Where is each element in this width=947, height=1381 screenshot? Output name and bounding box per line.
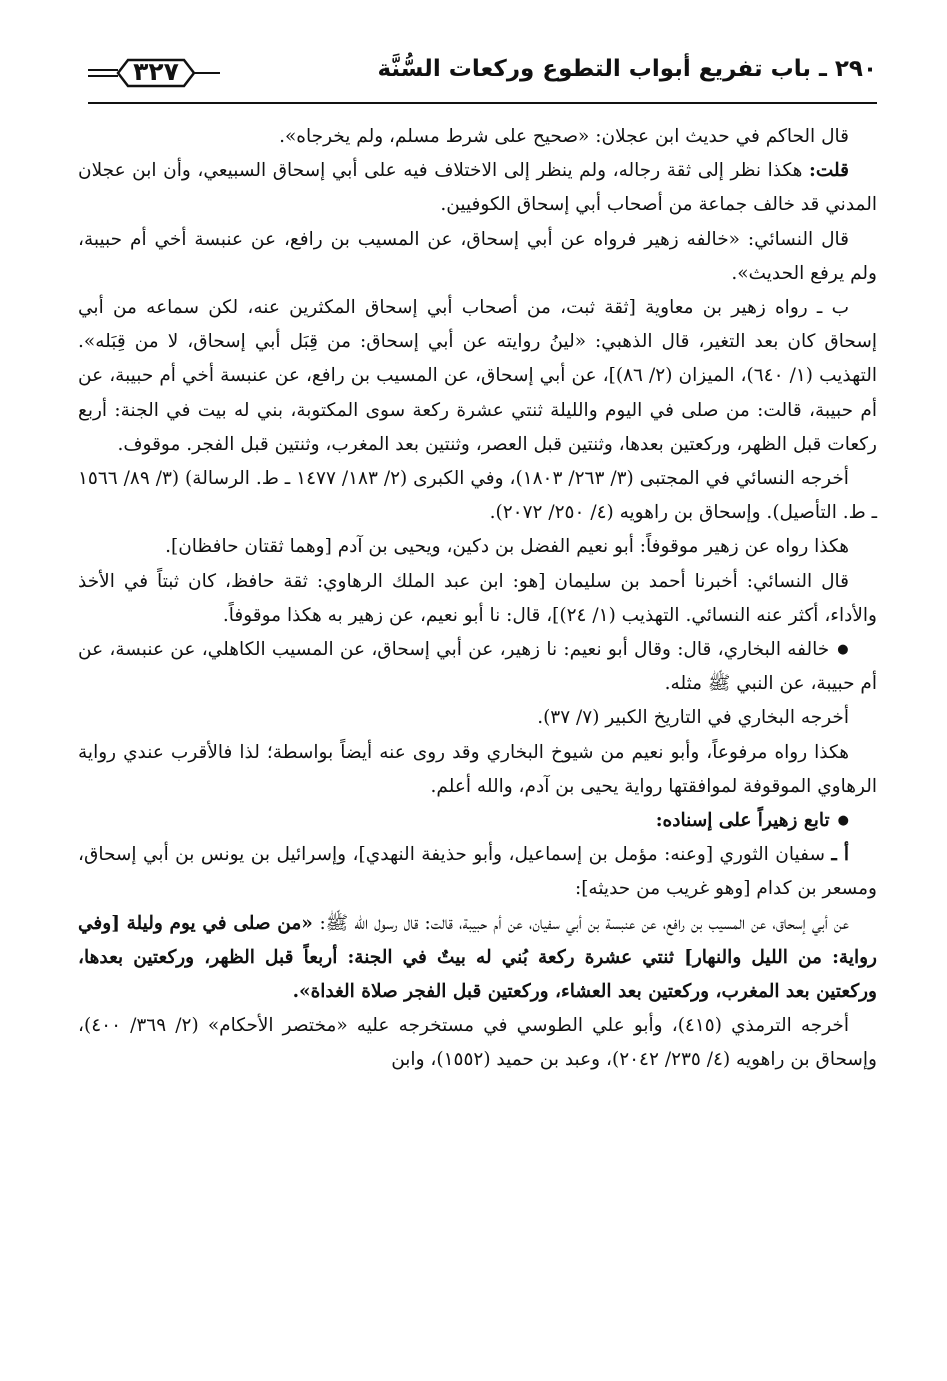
paragraph: قال الحاكم في حديث ابن عجلان: «صحيح على شرط مسلم، ولم يخرجاه». bbox=[279, 126, 849, 147]
paragraph: أخرجه النسائي في المجتبى (٣/ ٢٦٣/ ١٨٠٣)، وفي الكبرى (٢/ ١٨٣/ ١٤٧٧ ـ ط. الرسالة) (٣/ ٨٩/ ١٥٦٦ ـ ط. التأصيل). وإسحاق بن راهويه (٤/ ٢٥٠/ ٢٠٧٢). bbox=[78, 468, 877, 524]
page-header bbox=[88, 50, 877, 104]
paragraph-bulleted: ● خالفه البخاري، قال: وقال أبو نعيم: نا زهير، عن أبي إسحاق، عن المسيب الكاهلي، عن عنبسة، عن أم حبيبة، عن النبي ﷺ مثله. bbox=[78, 633, 877, 701]
header-rule bbox=[88, 102, 877, 104]
paragraph: ب ـ رواه زهير بن معاوية [ثقة ثبت، من أصحاب أبي إسحاق المكثرين عنه، لكن سماعه من أبي إسحاق كان بعد التغير، قال الذهبي: «لينُ روايته عن أبي إسحاق: من قِبَل أبي إسحاق، لا من قِبَله». التهذيب (١/ ٦٤٠)، الميزان (٢/ ٨٦)]، عن أبي إسحاق، عن المسيب بن رافع، عن عنبسة أخي أم حبيبة، عن أم حبيبة، قالت: من صلى في اليوم والليلة ثنتي عشرة ركعة سوى المكتوبة، بني له بيت في الجنة: أربع ركعات قبل الظهر، وركعتين بعدها، وثنتين قبل العصر، وثنتين بعد المغرب، وثنتين قبل الفجر. موقوف. bbox=[78, 297, 877, 455]
section-heading: ● تابع زهيراً على إسناده: bbox=[78, 804, 877, 838]
paragraph: أخرجه البخاري في التاريخ الكبير (٧/ ٣٧). bbox=[537, 707, 849, 729]
page-number-ornament bbox=[88, 54, 220, 94]
paragraph: هكذا رواه عن زهير موقوفاً: أبو نعيم الفضل بن دكين، ويحيى بن آدم [وهما ثقتان حافظان]. bbox=[165, 536, 849, 558]
body-text bbox=[78, 120, 877, 1078]
running-title: ٢٩٠ ـ باب تفريع أبواب التطوع وركعات السُّنَّة bbox=[377, 56, 877, 82]
bullet-icon bbox=[830, 810, 849, 831]
paragraph: قال النسائي: أخبرنا أحمد بن سليمان [هو: ابن عبد الملك الرهاوي: ثقة حافظ، كان ثبتاً في الأخذ والأداء، أكثر عنه النسائي. التهذيب (١/ ٢٤)]، قال: نا أبو نعيم، عن زهير به هكذا موقوفاً. bbox=[78, 570, 877, 626]
paragraph-lead: أ ـ bbox=[831, 844, 849, 866]
bullet-icon bbox=[829, 639, 849, 660]
paragraph: قلت: هكذا نظر إلى ثقة رجاله، ولم ينظر إلى الاختلاف فيه على أبي إسحاق السبيعي، وأن ابن عجلان المدني قد خالف جماعة من أصحاب أبي إسحاق الكوفيين. bbox=[78, 160, 877, 216]
paragraph: أ ـ سفيان الثوري [وعنه: مؤمل بن إسماعيل، وأبو حذيفة النهدي]، وإسرائيل بن يونس بن أبي إسحاق، ومسعر بن كدام [وهو غريب من حديثه]: bbox=[78, 844, 877, 900]
page-number: ٣٢٧ bbox=[133, 57, 179, 86]
paragraph-lead: قلت: bbox=[809, 160, 849, 182]
paragraph: قال النسائي: «خالفه زهير فرواه عن أبي إسحاق، عن المسيب بن رافع، عن عنبسة أخي أم حبيبة، ولم يرفع الحديث». bbox=[78, 228, 877, 284]
hadith-text: «من صلى في يوم وليلة [وفي رواية: من الليل والنهار] ثنتي عشرة ركعة بُني له بيتٌ في الجنة: أربعاً قبل الظهر، وركعتين بعدها، وركعتين بعد المغرب، وركعتين بعد العشاء، وركعتين قبل الفجر صلاة الغداة». bbox=[78, 912, 877, 1003]
paragraph: هكذا رواه مرفوعاً، وأبو نعيم من شيوخ البخاري وقد روى عنه أيضاً بواسطة؛ لذا فالأقرب عندي رواية الرهاوي الموقوفة لموافقتها رواية يحيى بن آدم، والله أعلم. bbox=[78, 741, 877, 797]
paragraph: أخرجه الترمذي (٤١٥)، وأبو علي الطوسي في مستخرجه عليه «مختصر الأحكام» (٢/ ٣٦٩/ ٤٠٠)، وإسحاق بن راهويه (٤/ ٢٣٥/ ٢٠٤٢)، وعبد بن حميد (١٥٥٢)، وابن bbox=[78, 1015, 877, 1071]
paragraph: عن أبي إسحاق، عن المسيب بن رافع، عن عنبسة بن أبي سفيان، عن أم حبيبة، قالت: قال رسول الله ﷺ: «من صلى في يوم وليلة [وفي رواية: من الليل والنهار] ثنتي عشرة ركعة بُني له بيتٌ في الجنة: أربعاً قبل الظهر، وركعتين بعدها، وركعتين بعد المغرب، وركعتين بعد العشاء، وركعتين قبل الفجر صلاة الغداة». bbox=[78, 912, 877, 1003]
